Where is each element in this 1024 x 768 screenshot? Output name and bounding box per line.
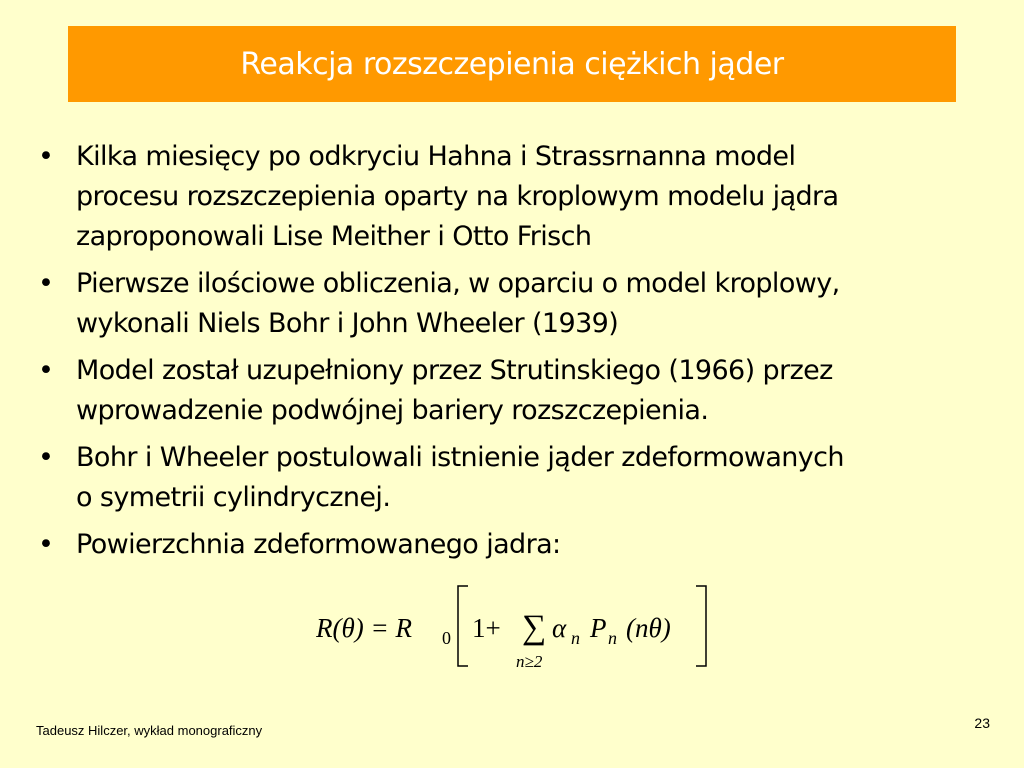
footer-author: Tadeusz Hilczer, wykład monograficzny [36,723,263,738]
right-bracket [696,586,706,666]
bullet-list [36,137,986,572]
formula-one-plus: 1+ [472,613,501,643]
bullet-item [36,351,986,431]
formula-argument: (nθ) [626,613,671,643]
bullet-line: zaproponowali Lise Meither i Otto Frisch [76,221,592,252]
bullet-item [36,525,986,565]
bullet-icon: • [38,529,54,560]
bullet-line: Pierwsze ilościowe obliczenia, w oparciu o model kroplowy, [76,268,840,299]
bullet-item [36,264,986,344]
slide-title: Reakcja rozszczepienia ciężkich jąder [240,46,784,82]
surface-formula [316,582,716,674]
bullet-line: Kilka miesięcy po odkryciu Hahna i Strassrnanna model [76,141,796,172]
formula-lhs: R(θ) = R [316,613,412,643]
bullet-line: Bohr i Wheeler postulowali istnienie jąder zdeformowanych [76,442,844,473]
page-number: 23 [974,715,990,731]
bullet-line: procesu rozszczepienia oparty na kroplowym modelu jądra [76,181,839,212]
bullet-icon: • [38,355,54,386]
formula-sum-symbol: ∑ [522,609,547,646]
bullet-line: wprowadzenie podwójnej bariery rozszczepienia. [76,395,709,426]
formula-sum-limit: n≥2 [516,652,543,671]
bullet-icon: • [38,268,54,299]
bullet-line: Powierzchnia zdeformowanego jadra: [76,529,561,560]
bullet-line: Model został uzupełniony przez Strutinskiego (1966) przez [76,355,833,386]
bullet-icon: • [38,141,54,172]
bullet-item [36,438,986,518]
bullet-line: o symetrii cylindrycznej. [76,482,391,513]
formula-p-subscript: n [608,628,617,648]
formula-r-subscript: 0 [442,628,451,648]
bullet-item [36,137,986,257]
bullet-icon: • [38,442,54,473]
left-bracket [458,586,468,666]
formula-alpha-subscript: n [571,628,580,648]
formula-p: P [590,613,607,643]
title-bar [68,26,956,102]
formula-alpha: α [552,613,567,643]
bullet-line: wykonali Niels Bohr i John Wheeler (1939) [76,308,619,339]
